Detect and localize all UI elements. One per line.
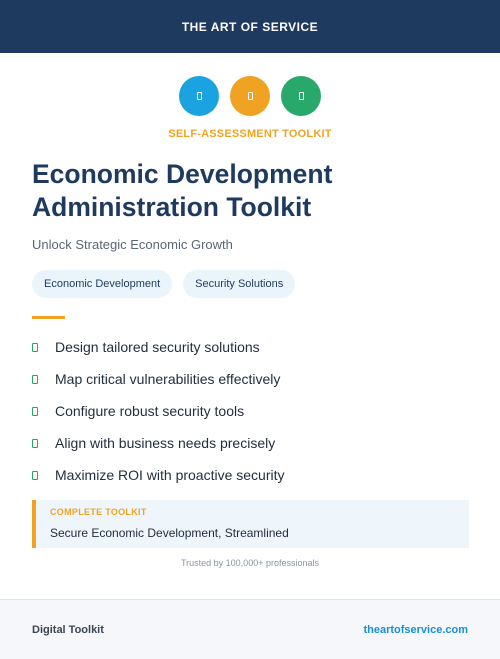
subtitle: Unlock Strategic Economic Growth <box>32 237 233 252</box>
footer-label: Digital Toolkit <box>32 623 104 636</box>
feature-label: Maximize ROI with proactive security <box>55 467 285 483</box>
check-icon <box>32 343 38 352</box>
footer <box>0 599 500 659</box>
feature-list <box>32 331 285 491</box>
tag-security-solutions: Security Solutions <box>183 270 295 298</box>
feature-label: Map critical vulnerabilities effectively <box>55 371 281 387</box>
feature-label: Configure robust security tools <box>55 403 245 419</box>
icon-row <box>0 76 500 116</box>
green-circle-icon <box>281 76 321 116</box>
glyph-icon <box>197 92 202 100</box>
glyph-icon <box>248 92 253 100</box>
check-icon <box>32 375 38 384</box>
feature-label: Design tailored security solutions <box>55 339 260 355</box>
callout-text: Secure Economic Development, Streamlined <box>50 526 289 540</box>
callout-box <box>32 500 469 548</box>
trusted-note: Trusted by 100,000+ professionals <box>180 558 319 568</box>
check-icon <box>32 439 38 448</box>
orange-circle-icon <box>230 76 270 116</box>
feature-item <box>32 395 285 427</box>
blue-circle-icon <box>179 76 219 116</box>
feature-item <box>32 331 285 363</box>
feature-item <box>32 427 285 459</box>
tag-economic-development: Economic Development <box>32 270 172 298</box>
header-bar <box>0 0 500 53</box>
callout-kicker: COMPLETE TOOLKIT <box>50 507 147 517</box>
accent-divider <box>32 316 65 319</box>
kicker-label: SELF-ASSESSMENT TOOLKIT <box>168 128 332 140</box>
glyph-icon <box>299 92 304 100</box>
tag-list <box>32 270 295 298</box>
check-icon <box>32 471 38 480</box>
feature-item <box>32 363 285 395</box>
feature-label: Align with business needs precisely <box>55 435 276 451</box>
page-title: Economic Development Administration Toolkit <box>32 159 333 222</box>
check-icon <box>32 407 38 416</box>
feature-item <box>32 459 285 491</box>
footer-link[interactable]: theartofservice.com <box>363 623 468 636</box>
brand-name: THE ART OF SERVICE <box>181 19 319 34</box>
